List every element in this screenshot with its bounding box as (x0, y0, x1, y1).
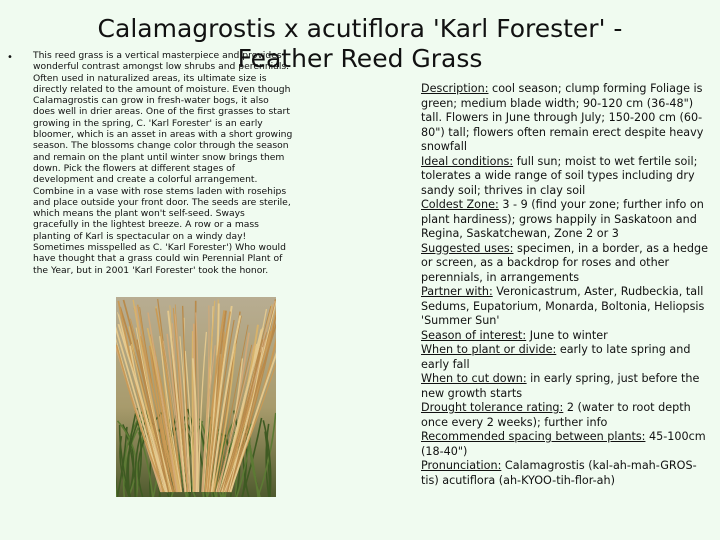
detail-when-to-cut-down (421, 372, 709, 401)
description-paragraph: This reed grass is a vertical masterpiece and provides wonderful contrast amongst low shrubs and perennials. Often used in naturalized areas, its ultimate size is directly related to the amount of moisture. Even though Calamagrostis can grow in fresh-water bogs, it also does well in drier areas. One of the first grasses to start growing in the spring, C. 'Karl Forester' is an early bloomer, which is an asset in areas with a short growing season. The blossoms change color through the season and remain on the plant until winter snow brings them down. Pick the flowers at different stages of development and create a colorful arrangement. Combine in a vase with rose stems laden with rosehips and place outside your front door. The seeds are sterile, which means the plant won't self-seed. Sways gracefully in the lightest breeze. A row or a mass planting of Karl is spectacular on a windy day! Sometimes misspelled as C. 'Karl Forester') Who would have thought that a grass could win Perennial Plant of the Year, but in 2001 'Karl Forester' took the honor. (33, 50, 293, 276)
detail-text: cool season; clump forming Foliage is green; medium blade width; 90-120 cm (36-48") tall. Flowers in June through July; 150-200 cm (60-80") tall; flowers often remain erect despite heavy snowfall (421, 82, 704, 153)
detail-text: in early spring, just before the new growth starts (421, 372, 700, 400)
detail-text: full sun; moist to wet fertile soil; tolerates a wide range of soil types including dry sandy soil; thrives in clay soil (421, 154, 698, 197)
bullet-marker: • (7, 52, 13, 63)
detail-suggested-uses (421, 242, 709, 286)
page-title: Calamagrostis x acutiflora 'Karl Forester' - Feather Reed Grass (97, 14, 623, 73)
detail-ideal-conditions (421, 155, 709, 199)
detail-text: early to late spring and early fall (421, 343, 691, 371)
ornamental-grass-photo (116, 297, 276, 497)
detail-spacing (421, 430, 709, 459)
grass-illustration (116, 297, 276, 497)
detail-text: 2 (water to root depth once every 2 weeks); further info (421, 401, 691, 429)
detail-text: specimen, in a border, as a hedge or screen, as a backdrop for roses and other perennials, in arrangements (421, 241, 708, 284)
detail-label: Suggested uses: (421, 241, 514, 255)
detail-text: Veronicastrum, Aster, Rudbeckia, tall Sedums, Eupatorium, Monarda, Boltonia, Heliopsis 'Summer Sun' (421, 285, 705, 327)
detail-label: When to cut down: (421, 372, 527, 385)
detail-when-to-plant (421, 343, 709, 372)
detail-label: When to plant or divide: (421, 343, 557, 356)
detail-coldest-zone (421, 198, 709, 242)
detail-text: June to winter (526, 328, 608, 342)
detail-text: Calamagrostis (kal-ah-mah-GROS-tis) acutiflora (ah-KYOO-tih-flor-ah) (421, 459, 697, 487)
detail-partner-with (421, 285, 709, 329)
detail-label: Description: (421, 82, 489, 95)
detail-label: Season of interest: (421, 328, 527, 342)
detail-drought-tolerance (421, 401, 709, 430)
detail-season-of-interest (421, 329, 709, 344)
detail-label: Ideal conditions: (421, 154, 514, 168)
detail-label: Coldest Zone: (421, 198, 499, 211)
detail-label: Partner with: (421, 285, 493, 298)
detail-label: Recommended spacing between plants: (421, 430, 646, 443)
plant-details (421, 82, 709, 488)
detail-text: 45-100cm (18-40") (421, 430, 706, 458)
detail-text: 3 - 9 (find your zone; further info on plant hardiness); grows happily in Saskatoon and Regina, Saskatchewan, Zone 2 or 3 (421, 198, 704, 240)
detail-description (421, 82, 709, 155)
detail-pronunciation (421, 459, 709, 488)
detail-label: Pronunciation: (421, 459, 502, 472)
detail-label: Drought tolerance rating: (421, 401, 564, 414)
